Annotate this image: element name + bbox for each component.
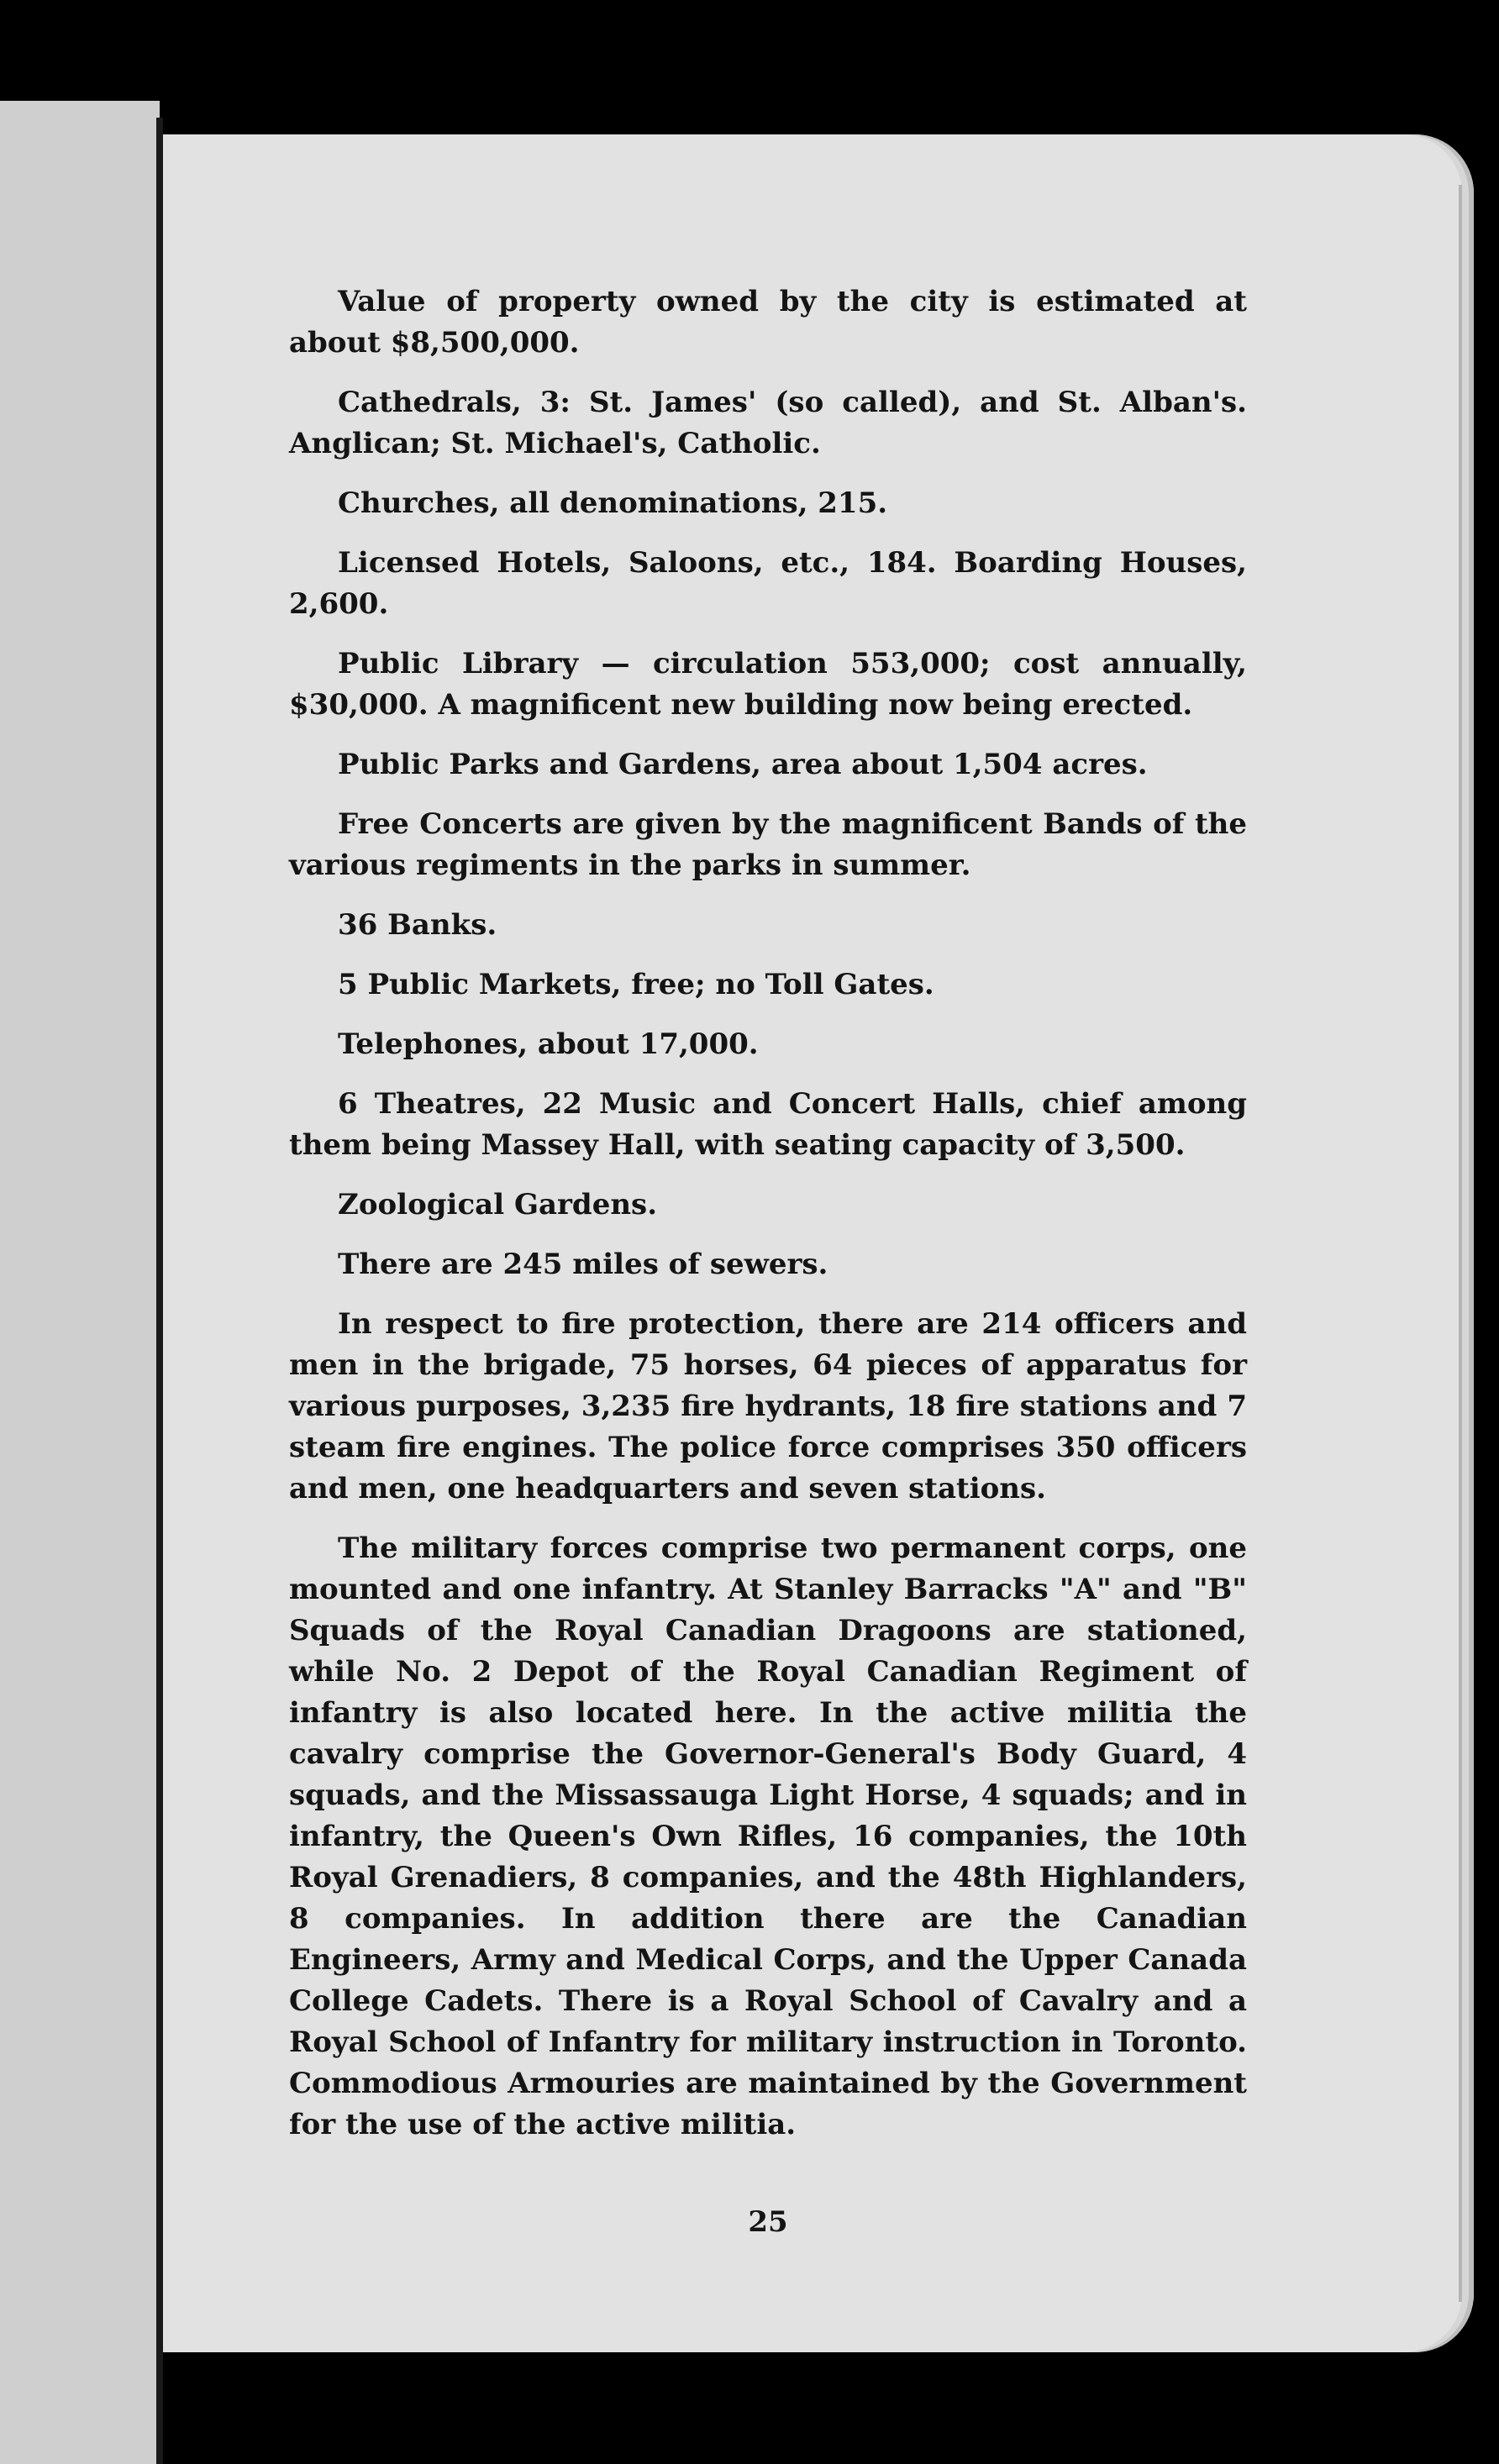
page-number: 25	[748, 2205, 788, 2239]
page-edge-shadow	[1459, 185, 1462, 2302]
paragraph-churches: Churches, all denominations, 215.	[338, 486, 888, 520]
book-binding	[156, 118, 163, 2464]
book-page	[163, 134, 1474, 2352]
paragraph-theatres: 6 Theatres, 22 Music and Concert Halls, chief among them being Massey Hall, with seating capacity of 3,500.	[289, 1087, 1247, 1162]
paragraph-parks: Public Parks and Gardens, area about 1,504 acres.	[338, 748, 1148, 781]
paragraph-concerts: Free Concerts are given by the magnificent Bands of the various regiments in the parks in summer.	[289, 807, 1247, 882]
paragraph-cathedrals: Cathedrals, 3: St. James' (so called), and St. Alban's. Anglican; St. Michael's, Catholic.	[289, 386, 1247, 460]
body-text	[289, 281, 1247, 2164]
paragraph-markets: 5 Public Markets, free; no Toll Gates.	[338, 968, 934, 1001]
paragraph-library: Public Library — circulation 553,000; cost annually, $30,000. A magnificent new building now being erected.	[289, 647, 1247, 722]
paragraph-zoo: Zoological Gardens.	[338, 1188, 658, 1221]
paragraph-hotels: Licensed Hotels, Saloons, etc., 184. Boarding Houses, 2,600.	[289, 546, 1247, 621]
facing-page-edge	[0, 101, 160, 2464]
paragraph-property-value: Value of property owned by the city is estimated at about $8,500,000.	[289, 285, 1247, 360]
paragraph-sewers: There are 245 miles of sewers.	[338, 1248, 828, 1281]
paragraph-military: The military forces comprise two permanent corps, one mounted and one infantry. At Stanley Barracks "A" and "B" Squads of the Royal Canadian Dragoons are stationed, while No. 2 Depot of the Royal Canadian Regiment of infantry is also located here. In the active militia the cavalry comprise the Governor-General's Body Guard, 4 squads, and the Missassauga Light Horse, 4 squads; and in infantry, the Queen's Own Rifles, 16 companies, the 10th Royal Grenadiers, 8 companies, and the 48th Highlanders, 8 companies. In addition there are the Canadian Engineers, Army and Medical Corps, and the Upper Canada College Cadets. There is a Royal School of Cavalry and a Royal School of Infantry for military instruction in Toronto. Commodious Armouries are maintained by the Government for the use of the active militia.	[289, 1531, 1247, 2141]
paragraph-banks: 36 Banks.	[338, 908, 497, 942]
paragraph-telephones: Telephones, about 17,000.	[338, 1027, 759, 1061]
paragraph-fire-protection: In respect to fire protection, there are 214 officers and men in the brigade, 75 horses, 64 pieces of apparatus for various purposes, 3,235 fire hydrants, 18 fire stations and 7 steam fire engines. The police force comprises 350 officers and men, one headquarters and seven stations.	[289, 1307, 1247, 1505]
